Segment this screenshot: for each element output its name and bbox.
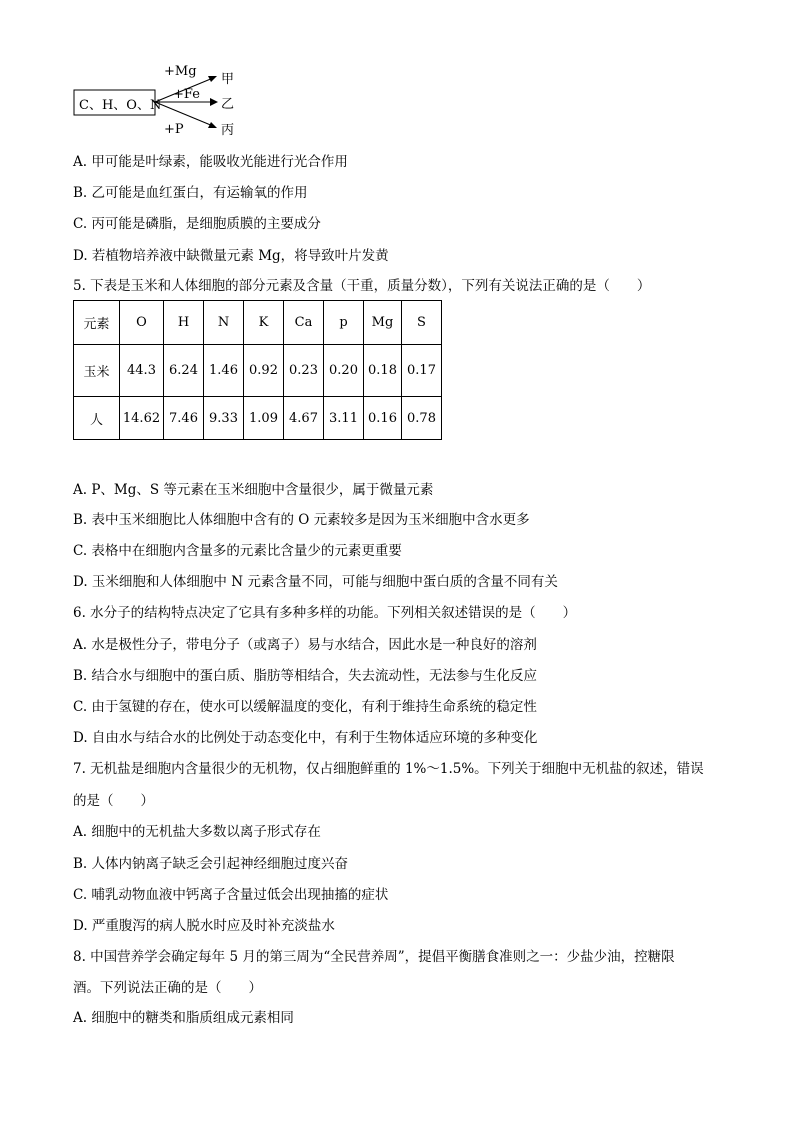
- q4-option-b: B. 乙可能是血红蛋白，有运输氧的作用: [73, 185, 308, 201]
- q5-stem: 5. 下表是玉米和人体细胞的部分元素及含量（干重，质量分数），下列有关说法正确的是（ ）: [73, 278, 651, 294]
- product-yi-label: 乙: [221, 97, 235, 112]
- table-cell: 人: [74, 397, 120, 440]
- table-cell: H: [164, 301, 204, 345]
- table-cell: 1.09: [244, 397, 284, 440]
- table-cell: 14.62: [120, 397, 164, 440]
- table-cell: 0.78: [402, 397, 442, 440]
- q5-option-a: A. P、Mg、S 等元素在玉米细胞中含量很少，属于微量元素: [73, 482, 434, 498]
- table-cell: 玉米: [74, 345, 120, 397]
- table-cell: 1.46: [204, 345, 244, 397]
- table-cell: 7.46: [164, 397, 204, 440]
- reagent-mg-label: +Mg: [164, 64, 197, 79]
- q4-option-c: C. 丙可能是磷脂，是细胞质膜的主要成分: [73, 216, 321, 232]
- q7-option-a: A. 细胞中的无机盐大多数以离子形式存在: [73, 824, 321, 840]
- table-cell: 3.11: [324, 397, 364, 440]
- element-content-table: [73, 300, 442, 440]
- q4-option-a: A. 甲可能是叶绿素，能吸收光能进行光合作用: [73, 154, 348, 170]
- table-cell: 0.92: [244, 345, 284, 397]
- q7-stem-line2: 的是（ ）: [73, 793, 154, 809]
- element-box-label: C、H、O、N: [79, 98, 162, 113]
- q5-option-d: D. 玉米细胞和人体细胞中 N 元素含量不同，可能与细胞中蛋白质的含量不同有关: [73, 574, 558, 590]
- table-row-human: [74, 397, 442, 440]
- table-row-corn: [74, 345, 442, 397]
- q7-option-b: B. 人体内钠离子缺乏会引起神经细胞过度兴奋: [73, 856, 349, 872]
- table-cell: 元素: [74, 301, 120, 345]
- q8-stem-line2: 酒。下列说法正确的是（ ）: [73, 980, 262, 996]
- reagent-p-label: +P: [164, 122, 184, 137]
- table-cell: 0.23: [284, 345, 324, 397]
- product-bing-label: 丙: [221, 123, 235, 138]
- q6-option-d: D. 自由水与结合水的比例处于动态变化中，有利于生物体适应环境的多种变化: [73, 730, 538, 746]
- table-cell: S: [402, 301, 442, 345]
- table-cell: 0.18: [364, 345, 402, 397]
- table-cell: 6.24: [164, 345, 204, 397]
- q4-option-d: D. 若植物培养液中缺微量元素 Mg，将导致叶片发黄: [73, 248, 389, 264]
- reagent-fe-label: +Fe: [173, 87, 200, 102]
- product-jia-label: 甲: [221, 72, 235, 87]
- table-cell: Mg: [364, 301, 402, 345]
- element-diagram: [73, 62, 273, 142]
- q7-option-d: D. 严重腹泻的病人脱水时应及时补充淡盐水: [73, 918, 335, 934]
- q6-option-b: B. 结合水与细胞中的蛋白质、脂肪等相结合，失去流动性，无法参与生化反应: [73, 668, 538, 684]
- table-cell: Ca: [284, 301, 324, 345]
- table-cell: O: [120, 301, 164, 345]
- table-cell: N: [204, 301, 244, 345]
- table-cell: 9.33: [204, 397, 244, 440]
- table-cell: K: [244, 301, 284, 345]
- q6-option-c: C. 由于氢键的存在，使水可以缓解温度的变化，有利于维持生命系统的稳定性: [73, 699, 537, 715]
- q6-option-a: A. 水是极性分子，带电分子（或离子）易与水结合，因此水是一种良好的溶剂: [73, 637, 537, 653]
- table-cell: p: [324, 301, 364, 345]
- q6-stem: 6. 水分子的结构特点决定了它具有多种多样的功能。下列相关叙述错误的是（ ）: [73, 605, 577, 621]
- q8-stem-line1: 8. 中国营养学会确定每年 5 月的第三周为“全民营养周”，提倡平衡膳食准则之一：少盐少油，控糖限: [73, 949, 675, 965]
- q5-option-c: C. 表格中在细胞内含量多的元素比含量少的元素更重要: [73, 543, 402, 559]
- q5-option-b: B. 表中玉米细胞比人体细胞中含有的 O 元素较多是因为玉米细胞中含水更多: [73, 512, 530, 528]
- table-cell: 4.67: [284, 397, 324, 440]
- table-cell: 0.17: [402, 345, 442, 397]
- table-header-row: [74, 301, 442, 345]
- q7-option-c: C. 哺乳动物血液中钙离子含量过低会出现抽搐的症状: [73, 887, 389, 903]
- q7-stem-line1: 7. 无机盐是细胞内含量很少的无机物，仅占细胞鲜重的 1%～1.5%。下列关于细胞中无机盐的叙述，错误: [73, 761, 704, 777]
- table-cell: 0.20: [324, 345, 364, 397]
- q8-option-a: A. 细胞中的糖类和脂质组成元素相同: [73, 1010, 294, 1026]
- table-cell: 44.3: [120, 345, 164, 397]
- table-cell: 0.16: [364, 397, 402, 440]
